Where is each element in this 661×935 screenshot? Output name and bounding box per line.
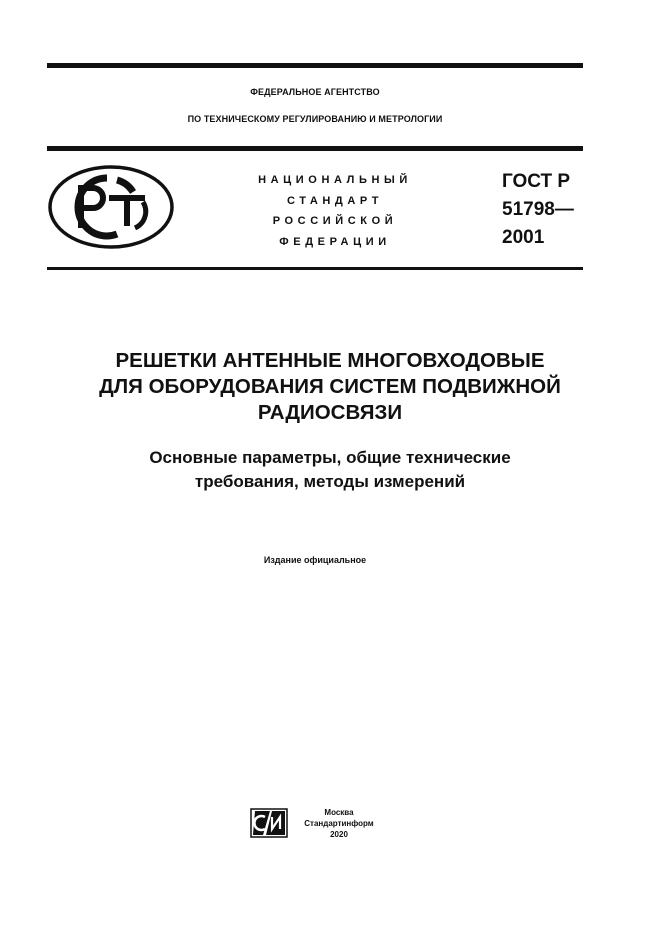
rst-certification-mark-icon xyxy=(47,164,175,250)
publisher-city: Москва xyxy=(324,808,354,817)
agency-line-1: ФЕДЕРАЛЬНОЕ АГЕНТСТВО xyxy=(250,87,380,97)
document-title-line-2: ДЛЯ ОБОРУДОВАНИЯ СИСТЕМ ПОДВИЖНОЙ xyxy=(99,375,561,398)
document-subtitle-line-1: Основные параметры, общие технические xyxy=(149,448,511,467)
section-rule xyxy=(47,267,583,270)
standard-label-line-2: СТАНДАРТ xyxy=(286,194,384,207)
document-title xyxy=(47,348,613,426)
document-subtitle-line-2: требования, методы измерений xyxy=(194,472,466,491)
document-subtitle xyxy=(47,446,613,494)
agency-line-2: ПО ТЕХНИЧЕСКОМУ РЕГУЛИРОВАНИЮ И МЕТРОЛОГИИ xyxy=(187,114,443,124)
document-title-line-3: РАДИОСВЯЗИ xyxy=(257,401,403,424)
header-rule xyxy=(47,146,583,151)
publisher-info xyxy=(293,807,385,840)
publisher-year: 2020 xyxy=(330,830,348,839)
top-rule xyxy=(47,63,583,68)
standard-label-line-1: НАЦИОНАЛЬНЫЙ xyxy=(258,174,412,186)
publisher-name: Стандартинформ xyxy=(304,819,374,828)
standard-label xyxy=(230,170,440,252)
standard-label-line-4: ФЕДЕРАЦИИ xyxy=(279,235,391,248)
standartinform-logo-icon xyxy=(250,808,288,838)
gost-number-line-3: 2001 xyxy=(502,227,545,248)
gost-number-line-2: 51798— xyxy=(502,199,574,220)
standard-label-line-3: РОССИЙСКОЙ xyxy=(272,215,398,227)
document-title-line-1: РЕШЕТКИ АНТЕННЫЕ МНОГОВХОДОВЫЕ xyxy=(115,349,545,372)
gost-number-line-1: ГОСТ Р xyxy=(502,171,571,192)
gost-number xyxy=(502,168,574,252)
edition-note: Издание официальное xyxy=(263,555,367,565)
